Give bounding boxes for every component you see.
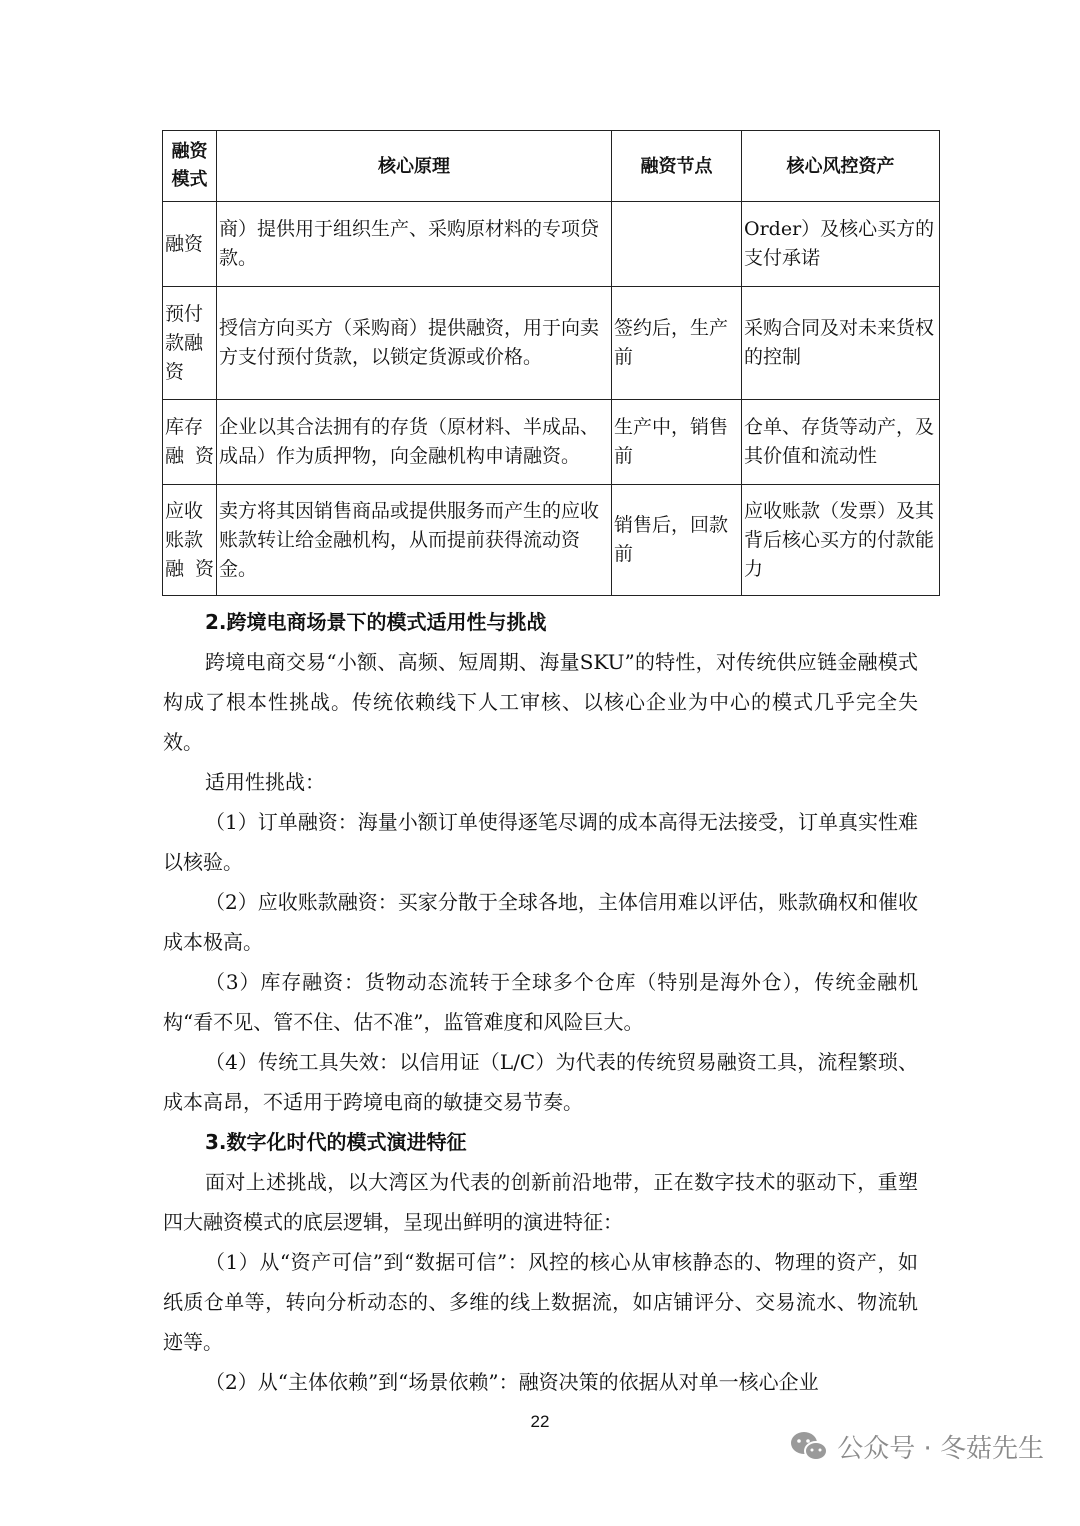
- table-row: [163, 202, 940, 287]
- table-row: [163, 287, 940, 400]
- table-row: [163, 485, 940, 596]
- paragraph: 适用性挑战：: [205, 770, 325, 794]
- node-cell: 销售后，回款前: [612, 485, 742, 596]
- asset-cell: Order）及核心买方的支付承诺: [742, 202, 940, 287]
- asset-cell: 采购合同及对未来货权的控制: [742, 287, 940, 400]
- watermark: [789, 1428, 1044, 1465]
- principle-cell: 商）提供用于组织生产、采购原材料的专项贷款。: [217, 202, 612, 287]
- financing-modes-table: [162, 130, 940, 596]
- header-node: 融资节点: [612, 131, 742, 202]
- table-row: [163, 400, 940, 485]
- principle-cell: 授信方向买方（采购商）提供融资，用于向卖方支付预付货款，以锁定货源或价格。: [217, 287, 612, 400]
- principle-cell: 企业以其合法拥有的存货（原材料、半成品、成品）作为质押物，向金融机构申请融资。: [217, 400, 612, 485]
- mode-cell: 库存融资: [163, 400, 217, 485]
- body-text: [163, 602, 918, 1402]
- mode-cell: 融资: [163, 202, 217, 287]
- section-heading: 3.数字化时代的模式演进特征: [205, 1130, 467, 1154]
- paragraph: 面对上述挑战，以大湾区为代表的创新前沿地带，正在数字技术的驱动下，重塑四大融资模式的底层逻辑，呈现出鲜明的演进特征：: [163, 1170, 918, 1234]
- header-mode: 融资模式: [163, 131, 217, 202]
- mode-cell: 预付款融资: [163, 287, 217, 400]
- node-cell: 签约后，生产前: [612, 287, 742, 400]
- principle-cell: 卖方将其因销售商品或提供服务而产生的应收账款转让给金融机构，从而提前获得流动资金。: [217, 485, 612, 596]
- wechat-icon: [789, 1430, 829, 1464]
- list-item: （2）从“主体依赖”到“场景依赖”：融资决策的依据从对单一核心企业: [205, 1370, 819, 1394]
- node-cell: [612, 202, 742, 287]
- page-number: 22: [530, 1412, 550, 1431]
- list-item: （3）库存融资：货物动态流转于全球多个仓库（特别是海外仓），传统金融机构“看不见、管不住、估不准”，监管难度和风险巨大。: [163, 970, 918, 1034]
- table-header-row: [163, 131, 940, 202]
- section-heading: 2.跨境电商场景下的模式适用性与挑战: [205, 610, 547, 634]
- asset-cell: 应收账款（发票）及其背后核心买方的付款能力: [742, 485, 940, 596]
- list-item: （1）订单融资：海量小额订单使得逐笔尽调的成本高得无法接受，订单真实性难以核验。: [163, 810, 918, 874]
- mode-cell: 应收账款融资: [163, 485, 217, 596]
- node-cell: 生产中，销售前: [612, 400, 742, 485]
- asset-cell: 仓单、存货等动产，及其价值和流动性: [742, 400, 940, 485]
- watermark-text: 公众号 · 冬菇先生: [837, 1434, 1044, 1464]
- header-principle: 核心原理: [217, 131, 612, 202]
- list-item: （1）从“资产可信”到“数据可信”：风控的核心从审核静态的、物理的资产，如纸质仓单等，转向分析动态的、多维的线上数据流，如店铺评分、交易流水、物流轨迹等。: [163, 1250, 918, 1354]
- list-item: （4）传统工具失效：以信用证（L/C）为代表的传统贸易融资工具，流程繁琐、成本高昂，不适用于跨境电商的敏捷交易节奏。: [163, 1050, 918, 1114]
- paragraph: 跨境电商交易“小额、高频、短周期、海量SKU”的特性，对传统供应链金融模式构成了根本性挑战。传统依赖线下人工审核、以核心企业为中心的模式几乎完全失效。: [163, 650, 918, 754]
- list-item: （2）应收账款融资：买家分散于全球各地，主体信用难以评估，账款确权和催收成本极高。: [163, 890, 918, 954]
- header-asset: 核心风控资产: [742, 131, 940, 202]
